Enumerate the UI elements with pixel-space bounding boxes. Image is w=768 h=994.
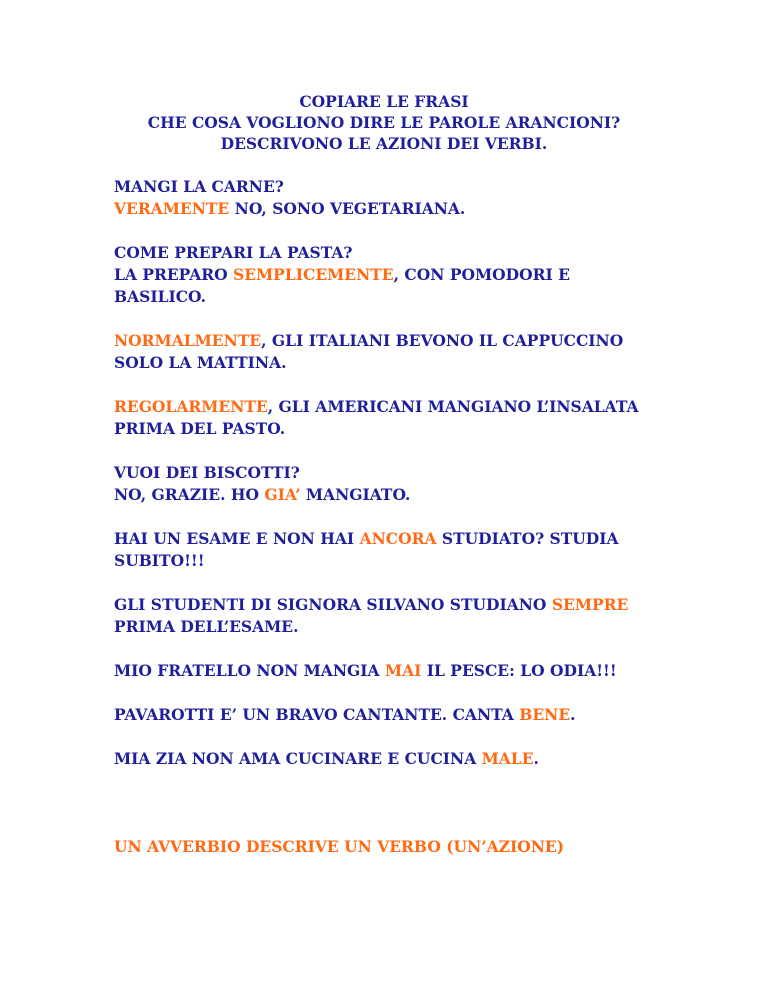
sentence-line: SOLO LA MATTINA. <box>114 353 287 372</box>
sentence-line <box>114 660 674 682</box>
sentence-group-10 <box>114 748 674 770</box>
sentence-group-8 <box>114 660 674 682</box>
sentence-line <box>114 748 674 770</box>
sentence-line <box>114 594 674 616</box>
sentence-group-4 <box>114 396 674 440</box>
sentence-text: , GLI AMERICANI MANGIANO L’INSALATA <box>267 397 639 416</box>
adverb-highlight: NORMALMENTE <box>114 331 262 350</box>
sentence-text: LA PREPARO <box>114 265 234 284</box>
sentence-text: . <box>533 749 539 768</box>
sentence-text: , GLI ITALIANI BEVONO IL CAPPUCCINO <box>261 331 624 350</box>
sentence-line: PRIMA DELL’ESAME. <box>114 617 299 636</box>
instructions-header <box>114 91 654 154</box>
sentence-line <box>114 198 674 220</box>
adverb-highlight: ANCORA <box>359 529 437 548</box>
sentence-group-7 <box>114 594 674 638</box>
sentence-text: MIA ZIA NON AMA CUCINARE E CUCINA <box>114 749 482 768</box>
sentence-line: VUOI DEI BISCOTTI? <box>114 463 300 482</box>
sentence-text: GLI STUDENTI DI SIGNORA SILVANO STUDIANO <box>114 595 552 614</box>
sentence-group-1 <box>114 176 674 220</box>
sentence-line <box>114 330 674 352</box>
sentence-text: IL PESCE: LO ODIA!!! <box>421 661 617 680</box>
sentence-line: PRIMA DEL PASTO. <box>114 419 286 438</box>
sentence-text: STUDIATO? STUDIA <box>436 529 619 548</box>
sentence-line <box>114 484 674 506</box>
sentence-line: COME PREPARI LA PASTA? <box>114 243 353 262</box>
sentence-line: SUBITO!!! <box>114 551 205 570</box>
sentence-line: BASILICO. <box>114 287 207 306</box>
instruction-line-3: DESCRIVONO LE AZIONI DEI VERBI. <box>220 134 548 153</box>
adverb-highlight: SEMPLICEMENTE <box>233 265 394 284</box>
sentence-text: MIO FRATELLO NON MANGIA <box>114 661 385 680</box>
sentence-line <box>114 264 674 286</box>
sentence-text: , CON POMODORI E <box>393 265 570 284</box>
sentence-text: . <box>570 705 576 724</box>
sentence-group-9 <box>114 704 674 726</box>
sentence-line <box>114 396 674 418</box>
adverb-highlight: REGOLARMENTE <box>114 397 268 416</box>
sentence-text: NO, SONO VEGETARIANA. <box>229 199 466 218</box>
sentence-line: MANGI LA CARNE? <box>114 177 284 196</box>
document-body <box>114 91 674 858</box>
instruction-line-2: CHE COSA VOGLIONO DIRE LE PAROLE ARANCIONI? <box>147 113 621 132</box>
sentence-group-2 <box>114 242 674 308</box>
adverb-highlight: GIA’ <box>264 485 301 504</box>
adverb-highlight: MALE <box>481 749 534 768</box>
sentence-line <box>114 528 674 550</box>
adverb-highlight: VERAMENTE <box>114 199 230 218</box>
adverb-highlight: MAI <box>384 661 422 680</box>
sentence-text: HAI UN ESAME E NON HAI <box>114 529 360 548</box>
sentence-text: MANGIATO. <box>300 485 411 504</box>
adverb-highlight: BENE <box>519 705 571 724</box>
sentence-group-6 <box>114 528 674 572</box>
adverb-highlight: SEMPRE <box>551 595 629 614</box>
sentence-group-3 <box>114 330 674 374</box>
instruction-line-1: COPIARE LE FRASI <box>299 92 469 111</box>
sentence-text: PAVAROTTI E’ UN BRAVO CANTANTE. CANTA <box>114 705 520 724</box>
sentence-line <box>114 704 674 726</box>
sentence-group-5 <box>114 462 674 506</box>
sentence-text: NO, GRAZIE. HO <box>114 485 265 504</box>
adverb-definition: UN AVVERBIO DESCRIVE UN VERBO (UN’AZIONE) <box>114 837 565 856</box>
